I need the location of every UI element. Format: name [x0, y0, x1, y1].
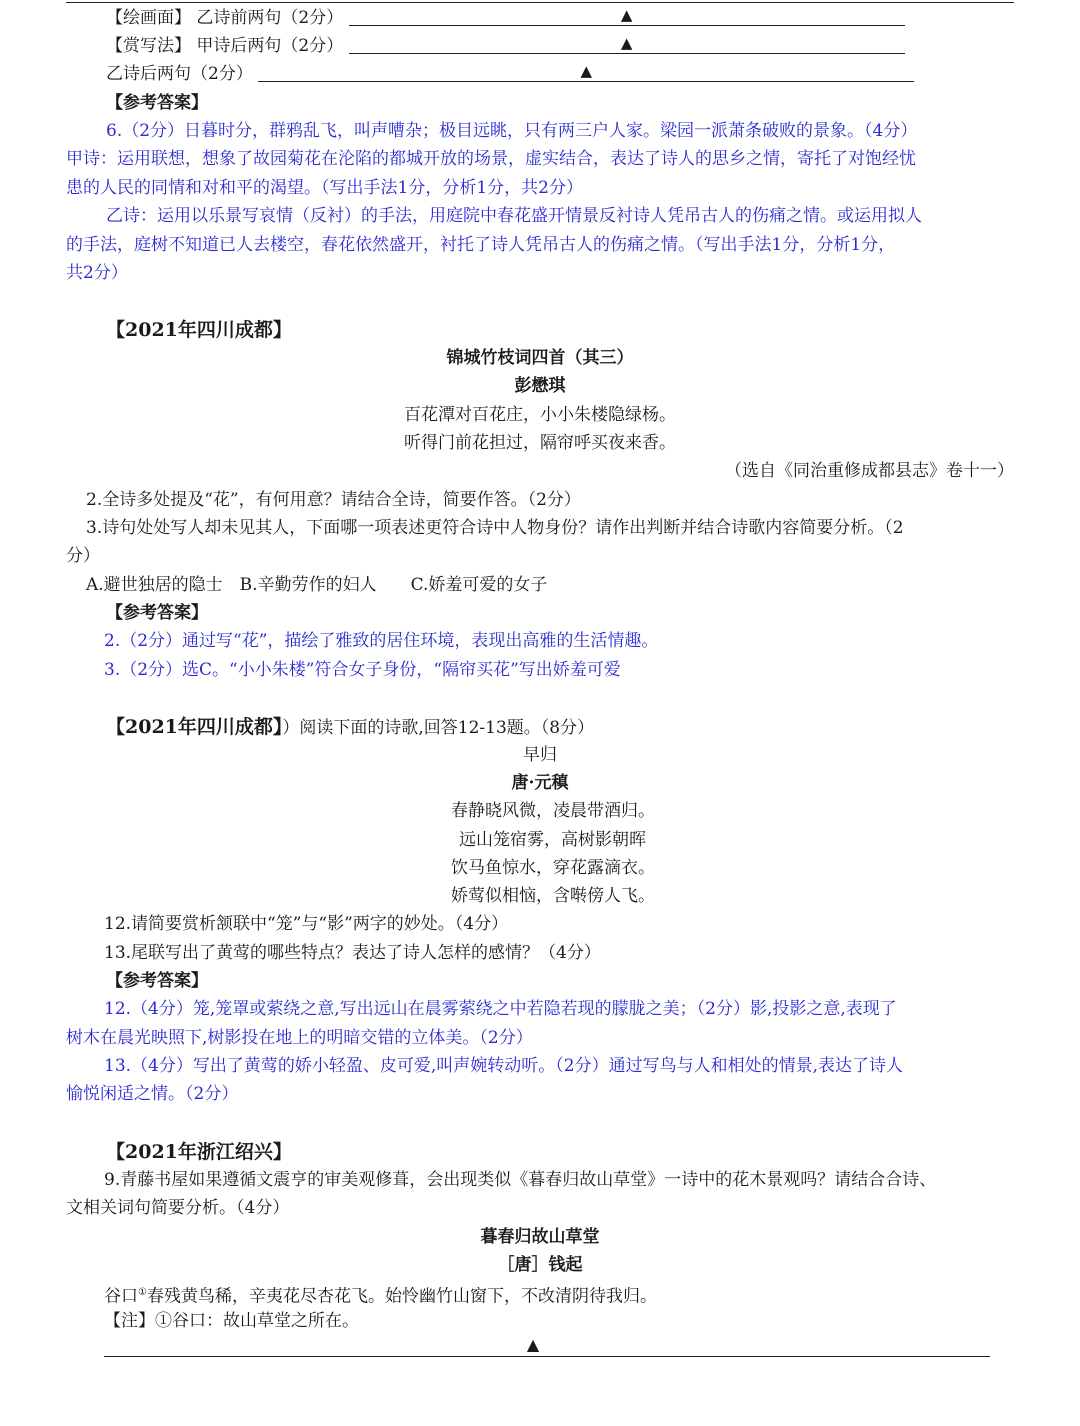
poem-author: 唐·元稹 — [511, 773, 569, 793]
answer-text: 愉悦闲适之情。（2分） — [66, 1084, 239, 1104]
poem-title: 暮春归故山草堂 — [480, 1227, 600, 1247]
section-heading: 【2021年四川成都】 — [106, 319, 292, 341]
question-3-cont: 分） — [66, 546, 100, 566]
poem-line: 谷口①春残黄鸟稀，辛夷花尽杏花飞。始怜幽竹山窗下，不改清阴待我归。 — [104, 1286, 657, 1307]
poem-line: 春静晓风微，凌晨带酒归。 — [451, 801, 655, 821]
answer-text: 6.（2分）日暮时分，群鸦乱飞，叫声嘈杂；极目远眺，只有两三户人家。梁园一派萧条破败的景象。（4分） — [106, 121, 918, 141]
answer-blank-3[interactable]: ▲ — [258, 61, 914, 82]
answer-text: 的手法，庭树不知道已人去楼空，春花依然盛开，衬托了诗人凭吊古人的伤痛之情。（写出手法1分，分析1分， — [66, 235, 896, 255]
answer-heading: 【参考答案】 — [106, 93, 208, 113]
answer-text: 患的人民的同情和对和平的渴望。（写出手法1分，分析1分，共2分） — [66, 178, 583, 198]
footnote-marker: ① — [138, 1287, 147, 1298]
poem-source: （选自《同治重修成都县志》卷十一） — [725, 461, 1014, 481]
answer-line-2: 【赏写法】 甲诗后两句（2分） ▲ — [106, 32, 1014, 60]
answer-line-1: 【绘画面】 乙诗前两句（2分） ▲ — [106, 4, 1014, 32]
poem-line: 听得门前花担过，隔帘呼买夜来香。 — [404, 433, 676, 453]
answer-blank-line[interactable] — [104, 1356, 990, 1357]
poem-line: 娇莺似相恼，含啭傍人飞。 — [451, 886, 655, 906]
answer-line-3: 乙诗后两句（2分） ▲ — [106, 60, 1014, 88]
question-12: 12.请简要赏析颔联中“笼”与“影”两字的妙处。（4分） — [104, 914, 509, 934]
answer-blank-1[interactable]: ▲ — [349, 5, 905, 26]
answer-text: 甲诗：运用联想，想象了故园菊花在沦陷的都城开放的场景，虚实结合，表达了诗人的思乡之情，寄托了对饱经忧 — [66, 149, 916, 169]
question-9: 9.青藤书屋如果遵循文震亨的审美观修葺，会出现类似《暮春归故山草堂》一诗中的花木景观吗？请结合合诗、 — [104, 1170, 937, 1190]
top-rule — [66, 2, 1014, 3]
answer-text: 2.（2分）通过写“花”，描绘了雅致的居住环境，表现出高雅的生活情趣。 — [104, 631, 659, 651]
question-2: 2.全诗多处提及“花”，有何用意？请结合全诗，简要作答。（2分） — [86, 490, 581, 510]
answer-blank-2[interactable]: ▲ — [349, 33, 905, 54]
answer-text: 乙诗：运用以乐景写哀情（反衬）的手法，用庭院中春花盛开情景反衬诗人凭吊古人的伤痛之情。或运用拟人 — [106, 206, 922, 226]
section-heading-line — [106, 713, 1014, 741]
poem-author: 彭懋琪 — [514, 376, 566, 396]
question-9-cont: 文相关词句简要分析。（4分） — [66, 1198, 290, 1218]
answer-text: 3.（2分）选C。“小小朱楼”符合女子身份，“隔帘买花”写出娇羞可爱 — [104, 660, 621, 680]
section-instruction: ）阅读下面的诗歌,回答12-13题。（8分） — [282, 718, 595, 738]
section-heading: 【2021年四川成都】 — [106, 716, 283, 738]
question-13: 13.尾联写出了黄莺的哪些特点？表达了诗人怎样的感情？（4分） — [104, 943, 601, 963]
poem-author: ［唐］钱起 — [497, 1255, 583, 1275]
answer-text: 树木在晨光映照下,树影投在地上的明暗交错的立体美。（2分） — [66, 1028, 533, 1048]
question-options: A.避世独居的隐士 B.辛勤劳作的妇人 C.娇羞可爱的女子 — [86, 575, 548, 595]
answer-heading: 【参考答案】 — [106, 603, 208, 623]
poem-line: 饮马鱼惊水，穿花露滴衣。 — [451, 858, 655, 878]
answer-text: 共2分） — [66, 263, 128, 283]
question-3: 3.诗句处处写人却未见其人，下面哪一项表述更符合诗中人物身份？请作出判断并结合诗歌内容简要分析。（2 — [86, 518, 904, 538]
answer-blank-mark: ▲ — [526, 1335, 540, 1354]
poem-line: 远山笼宿雾，高树影朝晖 — [459, 830, 646, 850]
answer-heading: 【参考答案】 — [106, 971, 208, 991]
poem-title: 早归 — [523, 745, 557, 765]
answer-text: 12.（4分）笼,笼罩或萦绕之意,写出远山在晨雾萦绕之中若隐若现的朦胧之美；（2分）影,投影之意,表现了 — [104, 999, 897, 1019]
answer-text: 13.（4分）写出了黄莺的娇小轻盈、皮可爱,叫声婉转动听。（2分）通过写鸟与人和相处的情景,表达了诗人 — [104, 1056, 903, 1076]
poem-note: 【注】①谷口：故山草堂之所在。 — [104, 1311, 359, 1331]
section-heading: 【2021年浙江绍兴】 — [106, 1141, 292, 1163]
poem-line: 百花潭对百花庄，小小朱楼隐绿杨。 — [404, 405, 676, 425]
poem-title: 锦城竹枝词四首（其三） — [446, 348, 634, 368]
